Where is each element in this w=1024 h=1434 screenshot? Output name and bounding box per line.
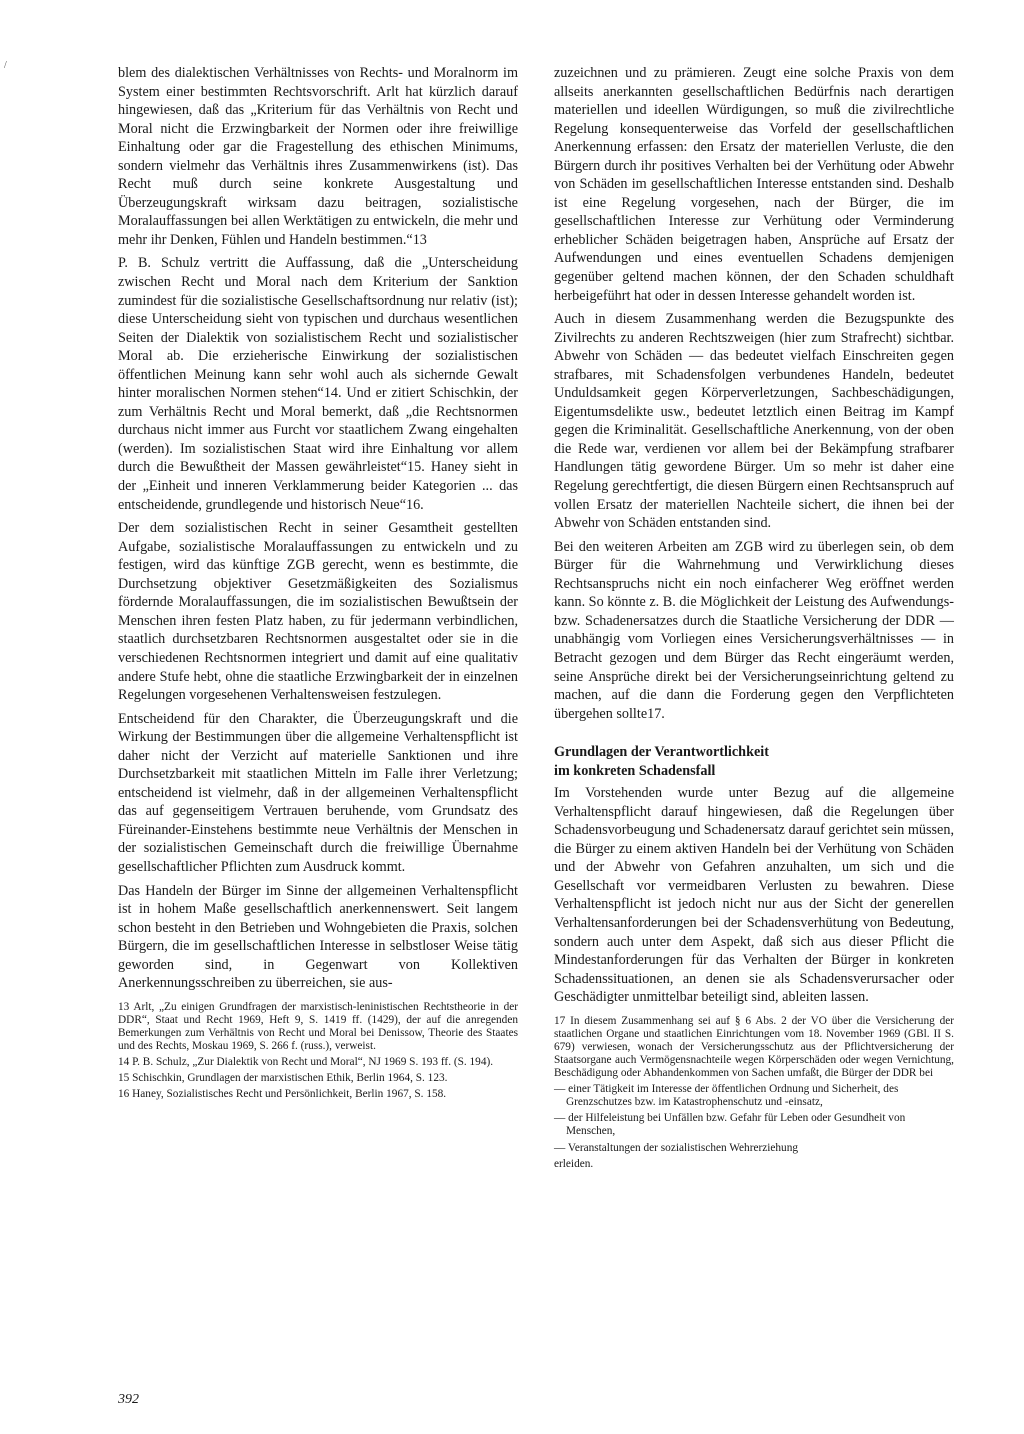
footnotes bbox=[118, 1001, 518, 1102]
right-column bbox=[554, 64, 954, 1174]
footnotes bbox=[554, 1015, 954, 1171]
footnote: 13 Arlt, „Zu einigen Grundfragen der marxistisch-leninistischen Rechtstheorie in der DDR“, Staat und Recht 1969, Heft 9, S. 1419 ff. (1429), der auf die anregenden Bemerkungen zum Verhältnis von Recht und Moral bei Denissow, Theorie des Staates und des Rechts, Moskau 1969, S. 266 f. (russ.), verweist. bbox=[118, 1000, 518, 1053]
footnote: 14 P. B. Schulz, „Zur Dialektik von Recht und Moral“, NJ 1969 S. 193 ff. (S. 194). bbox=[118, 1056, 494, 1069]
footnote: 17 In diesem Zusammenhang sei auf § 6 Abs. 2 der VO über die Versicherung der staatlichen Organe und staatlichen Einrichtungen vom 18. November 1969 (GBl. II S. 679) verwiesen, wonach der Versicherungsschutz aus der Pflichtversicherung der Staatsorgane auch Vermögensnachteile wegen Körperschäden oder wegen Vernichtung, Beschädigung oder Abhandenkommen von Sachen umfaßt, die Bürger der DDR bei bbox=[554, 1014, 954, 1080]
body-paragraph: zuzeichnen und zu prämieren. Zeugt eine solche Praxis von dem allseits anerkannten gesellschaftlichen Bedürfnis nach derartigen materiellen und ideellen Würdigungen, so muß die zivilrechtliche Regelung konsequenterweise das Vorfeld der gesellschaftlichen Anerkennung erfassen: den Ersatz der materiellen Verluste, die den Bürgern durch ihr positives Verhalten bei der Verhütung oder Abwehr von Schäden im gesellschaftlichen Interesse entstanden sind. Deshalb ist eine Regelung vorgesehen, nach der Bürger, die im gesellschaftlichen Interesse zur Verhütung oder Verminderung erheblicher Schäden beigetragen haben, Ansprüche auf Ersatz der Aufwendungen und eines eventuellen Schadens demjenigen gegenüber geltend machen können, der den Schaden schuldhaft herbeigeführt hat oder in dessen Interesse gehandelt worden ist. bbox=[554, 65, 954, 304]
body-paragraph: Auch in diesem Zusammenhang werden die Bezugspunkte des Zivilrechts zu anderen Rechtszweigen (hier zum Strafrecht) sichtbar. Abwehr von Schäden — das bedeutet vielfach Einschreiten gegen strafbares, mit Schadensfolgen verbundenes Handeln, bedeutet Unduldsamkeit gegen Körperverletzungen, Sachbeschädigungen, Eigentumsdelikte usw., bedeutet letztlich einen Beitrag im Kampf gegen die Kriminalität. Gesellschaftliche Anerkennung, von der oben die Rede war, verdienen vor allem bei der Bekämpfung strafbarer Handlungen tätig gewordene Bürger. Um so mehr ist daher eine Regelung gerechtfertigt, die diesen Bürgern einen Rechtsanspruch auf vollen Ersatz der materiellen Nachteile sichert, die ihnen bei der Abwehr von Schäden entstanden sind. bbox=[554, 311, 954, 532]
body-paragraph: Im Vorstehenden wurde unter Bezug auf die allgemeine Verhaltenspflicht darauf hingewiesen, daß die Regelungen über Schadensvorbeugung und Schadenersatz darauf gerichtet sein müssen, die Bürger zu einem aktiven Handeln bei der Verhütung von Schäden und der Abwehr von Gefahren anzuhalten, um sich und die Gesellschaft vor vermeidbaren Verlusten zu bewahren. Diese Verhaltenspflicht ist jedoch nicht nur aus der Sicht der generellen Verhaltensanforderungen bei der Schadensverhütung von Bedeutung, sondern auch unter dem Aspekt, daß sich aus dieser Pflicht die Mindestanforderungen für das Verhalten der Bürger in konkreten Schadenssituationen, an denen sie als Schadensverursacher oder Geschädigter unmittelbar beteiligt sind, ableiten lassen. bbox=[554, 785, 954, 1006]
body-paragraph: Das Handeln der Bürger im Sinne der allgemeinen Verhaltenspflicht ist in hohem Maße gesellschaftlich anerkennenswert. Seit langem schon besteht in den Betrieben und Wohngebieten die Praxis, solchen Bürgern, die im gesellschaftlichen Interesse in selbstloser Weise tätig geworden sind, in Gegenwart von Kollektiven Anerkennungsschreiben zu überreichen, sie aus- bbox=[118, 882, 518, 992]
scan-artifact: / bbox=[4, 60, 7, 71]
section-heading bbox=[554, 743, 954, 780]
body-paragraph: Entscheidend für den Charakter, die Überzeugungskraft und die Wirkung der Bestimmungen über die allgemeine Verhaltenspflicht ist daher nicht der Verzicht auf materielle Sanktionen und ihre Durchsetzbarkeit mit staatlichen Mitteln im Falle ihrer Verletzung; entscheidend ist vielmehr, daß in der allgemeinen Verhaltenspflicht das auf gegenseitigem Vertrauen beruhende, vom Grundsatz des Füreinander-Einstehens bestimmte neue Verhältnis der Menschen in der sozialistischen Gemeinschaft durch die freiwillige Übernahme gesellschaftlicher Pflichten zum Ausdruck kommt. bbox=[118, 710, 518, 875]
footnote: 16 Haney, Sozialistisches Recht und Persönlichkeit, Berlin 1967, S. 158. bbox=[118, 1088, 447, 1101]
footnote: 15 Schischkin, Grundlagen der marxistischen Ethik, Berlin 1964, S. 123. bbox=[118, 1072, 448, 1085]
footnote-list-item: — einer Tätigkeit im Interesse der öffentlichen Ordnung und Sicherheit, des Grenzschutzes bzw. im Katastrophenschutz und -einsatz, bbox=[554, 1083, 899, 1109]
footnote-list-item: — Veranstaltungen der sozialistischen Wehrerziehung bbox=[554, 1141, 798, 1154]
section-heading-line: Grundlagen der Verantwortlichkeit bbox=[554, 744, 769, 761]
body-paragraph: blem des dialektischen Verhältnisses von Rechts- und Moralnorm im System einer bestimmten Rechtsvorschrift. Arlt hat kürzlich darauf hingewiesen, daß das „Kriterium für das Verhältnis von Recht und Moral nicht die Erzwingbarkeit der Normen oder ihre freiwillige Einhaltung oder gar die Fragestellung des ethischen Minimums, sondern vielmehr das Verhältnis ihres Zusammenwirkens (ist). Das Recht muß durch seine konkrete Ausgestaltung und Überzeugungskraft wirksam dazu beitragen, sozialistische Moralauffassungen bei allen Werktätigen zu entwickeln, die mehr und mehr ihr Denken, Fühlen und Handeln bestimmen.“13 bbox=[118, 65, 518, 248]
body-paragraph: P. B. Schulz vertritt die Auffassung, daß die „Unterscheidung zwischen Recht und Moral nach dem Kriterium der Sanktion zumindest für die sozialistische Gesellschaftsordnung nur relativ (ist); diese Unterscheidung sieht von typischen und durchaus wesentlichen Seiten der Dialektik von sozialistischem Recht und sozialistischer Moral ab. Die erzieherische Einwirkung der sozialistischen öffentlichen Meinung kann sehr wohl auch als sichernde Gewalt hinter moralischen Normen stehen“14. Und er zitiert Schischkin, der zum Verhältnis Recht und Moral bemerkt, daß „die Rechtsnormen durchaus nicht immer aus Furcht vor staatlichem Zwang eingehalten (werden). Im sozialistischen Staat wird ihre Einhaltung vor allem durch die Bewußtheit der Massen gewährleistet“15. Haney sieht in der „Einheit und inneren Verklammerung beider Kategorien ... das entscheidende, grundlegende und historisch Neue“16. bbox=[118, 255, 518, 513]
footnote-end: erleiden. bbox=[554, 1157, 594, 1170]
body-paragraph: Bei den weiteren Arbeiten am ZGB wird zu überlegen sein, ob dem Bürger für die Wahrnehmung und Verwirklichung dieses Rechtsanspruchs nicht ein noch einfacherer Weg eröffnet werden kann. So könnte z. B. die Möglichkeit der Leistung des Aufwendungs- bzw. Schadenersatzes durch die Staatliche Versicherung der DDR — unabhängig vom Vorliegen eines Versicherungsverhältnisses — in Betracht gezogen und dem Bürger das Recht eingeräumt werden, seine Ansprüche direkt bei der Versicherungseinrichtung geltend zu machen, auf die dann die Forderung gegen den Verpflichteten übergehen sollte17. bbox=[554, 538, 954, 722]
page-number: 392 bbox=[118, 1392, 139, 1407]
body-paragraph: Der dem sozialistischen Recht in seiner Gesamtheit gestellten Aufgabe, sozialistische Moralauffassungen zu entwickeln und zu festigen, wird das künftige ZGB gerecht, wenn es bestimmte, die Durchsetzung objektiver Gesetzmäßigkeiten des Sozialismus fördernde Moralauffassungen, die im sozialistischen Bewußtsein der Menschen ihren festen Platz haben, zu für jedermann verbindlichen, staatlich durchsetzbaren Rechtsnormen ausgestaltet oder sie in die verschiedenen Rechtsnormen integriert und damit auf eine qualitativ andere Stufe hebt, ohne die staatliche Erzwingbarkeit der in einzelnen Regelungen vorgesehenen Verhaltensweisen festzulegen. bbox=[118, 520, 518, 704]
footnote-list-item: — der Hilfeleistung bei Unfällen bzw. Gefahr für Leben oder Gesundheit von Menschen, bbox=[554, 1112, 906, 1138]
section-heading-line: im konkreten Schadensfall bbox=[554, 762, 716, 779]
left-column bbox=[118, 64, 518, 1104]
